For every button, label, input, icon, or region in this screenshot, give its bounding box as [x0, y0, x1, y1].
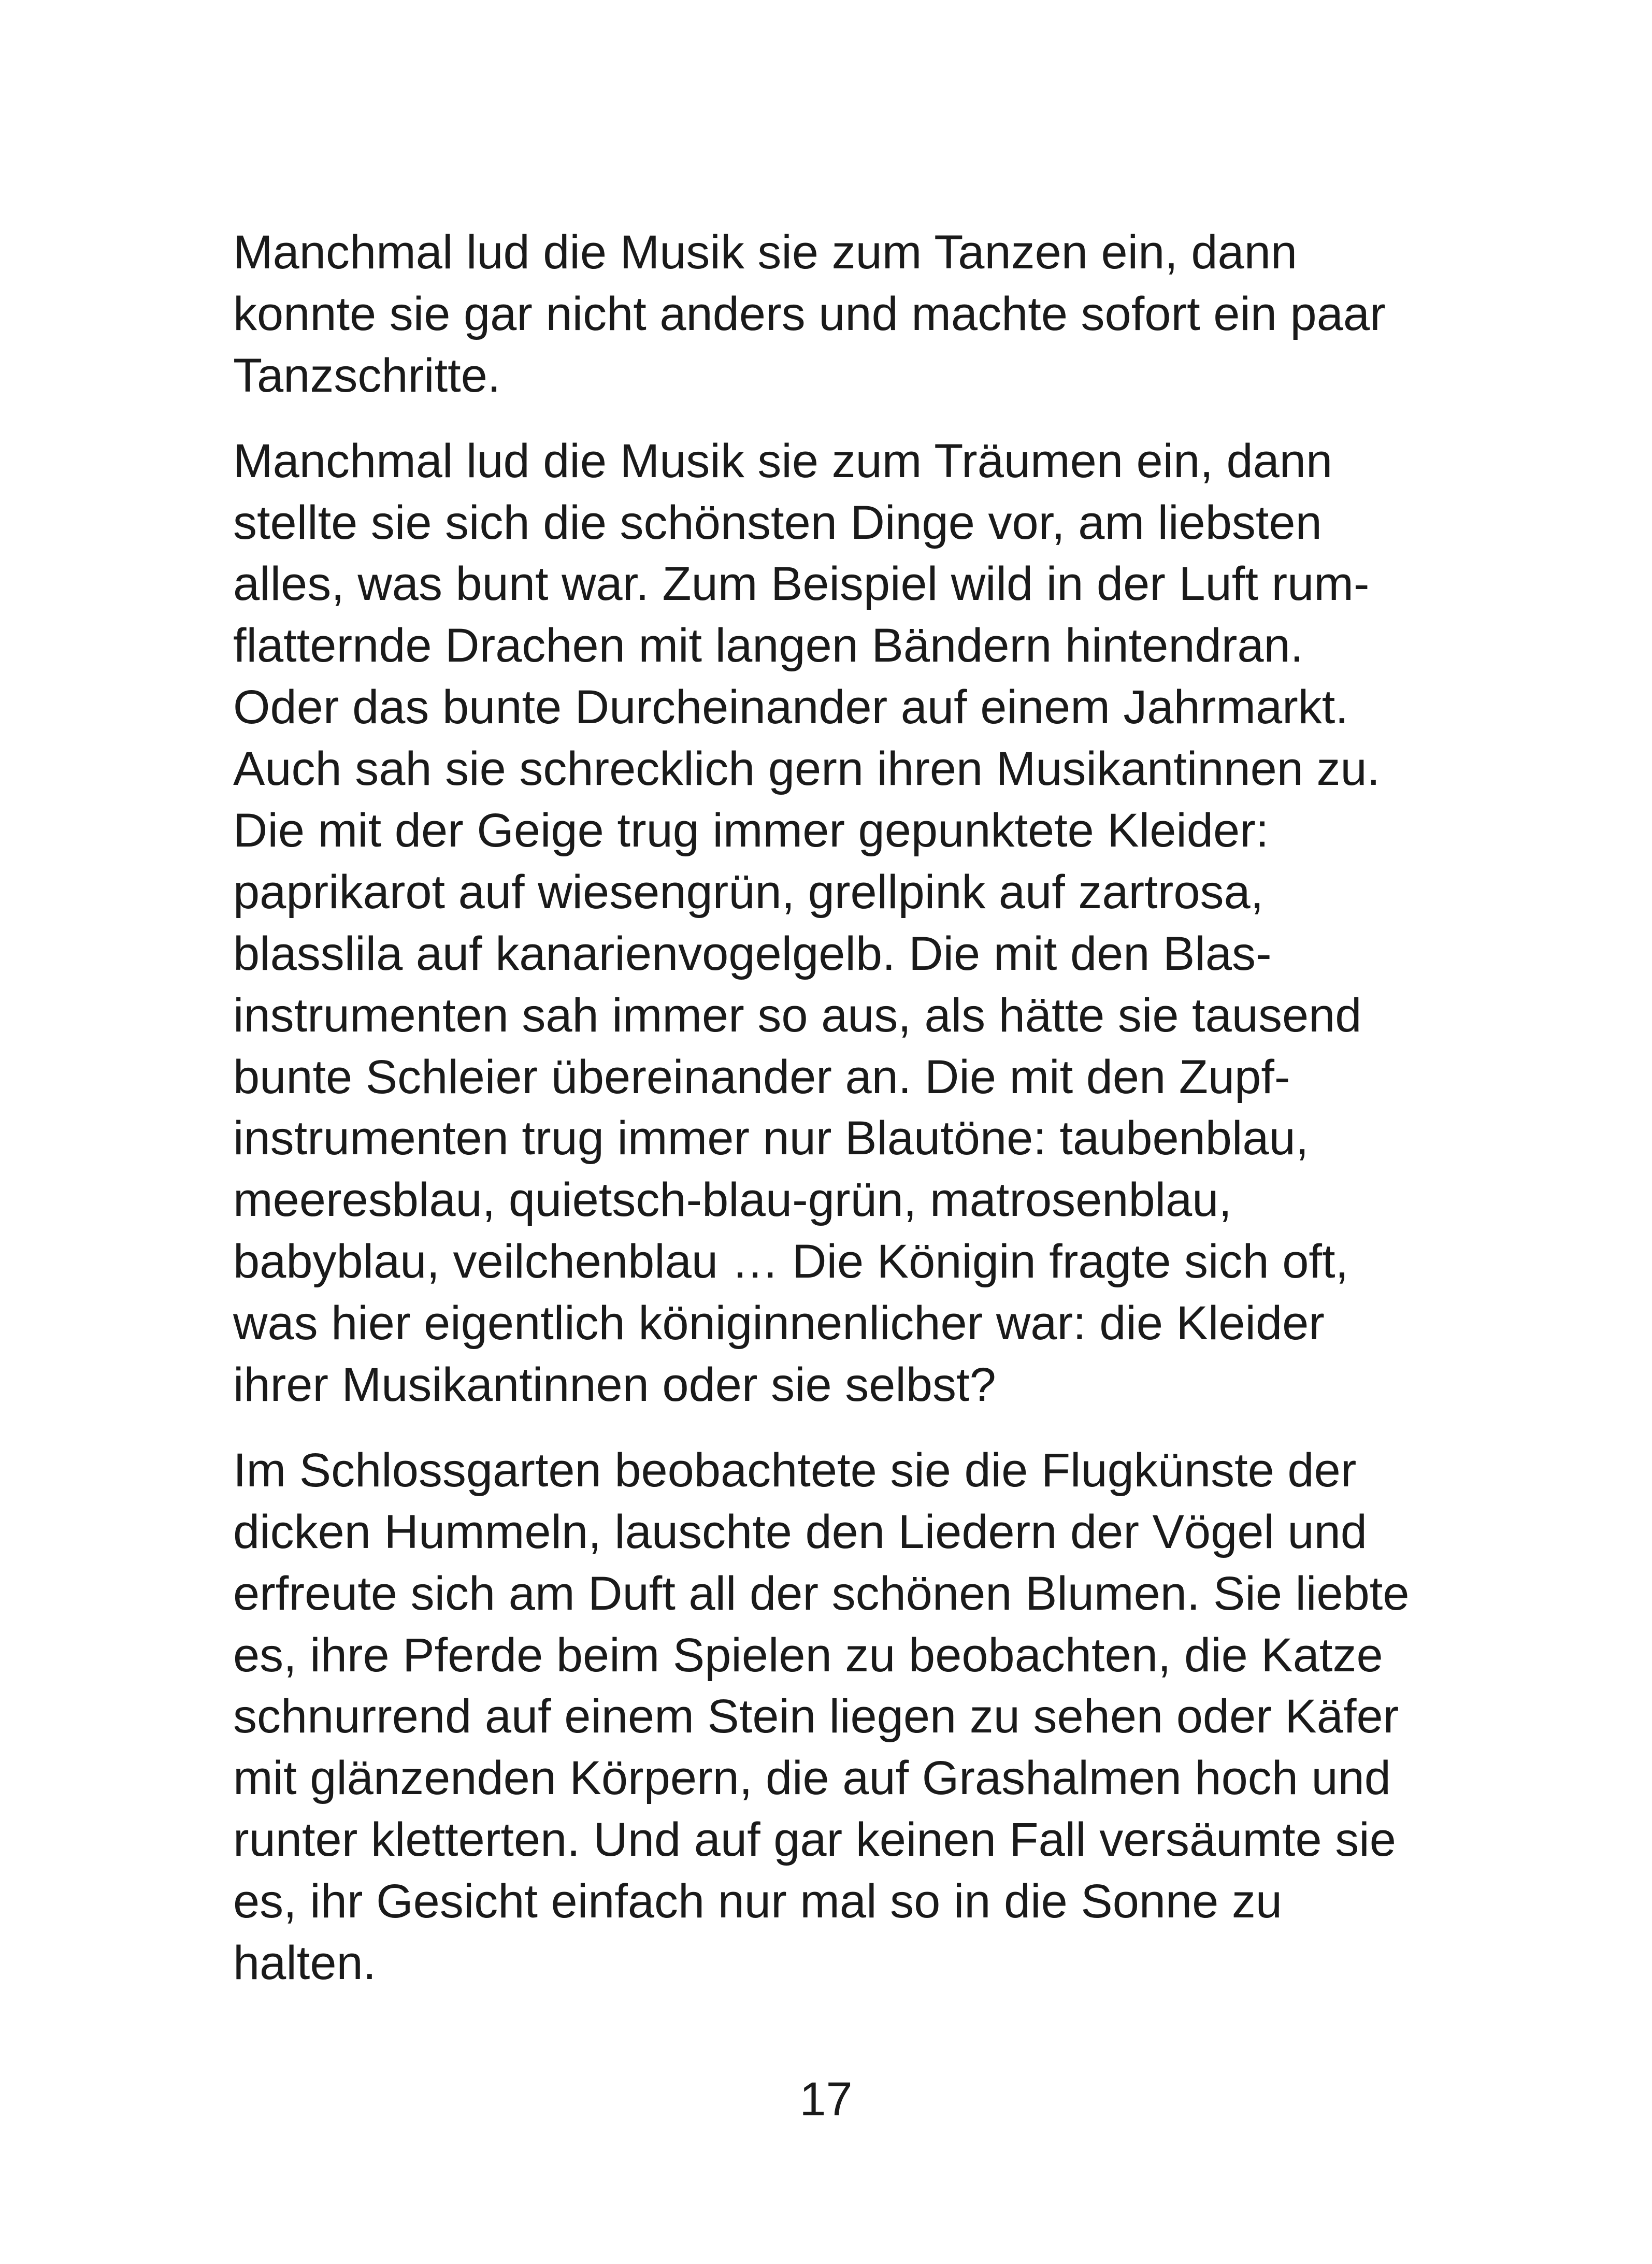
text-line: halten. [233, 1937, 377, 1990]
text-line: es, ihr Gesicht einfach nur mal so in die Sonne zu [233, 1875, 1283, 1928]
text-line: instrumenten sah immer so aus, als hätte sie tausend [233, 988, 1362, 1042]
text-line: paprikarot auf wiesengrün, grellpink auf zartrosa, [233, 865, 1264, 919]
text-line: was hier eigentlich königinnenlicher war: die Kleider [233, 1297, 1325, 1350]
text-line: blasslila auf kanarienvogelgelb. Die mit den Blas- [233, 927, 1272, 980]
paragraph [233, 1440, 1476, 1994]
text-line: babyblau, veilchenblau … Die Königin fragte sich oft, [233, 1235, 1349, 1288]
text-line: Die mit der Geige trug immer gepunktete Kleider: [233, 804, 1269, 857]
text-line: konnte sie gar nicht anders und machte sofort ein paar [233, 287, 1386, 340]
text-line: stellte sie sich die schönsten Dinge vor, am liebsten [233, 496, 1322, 549]
text-line: instrumenten trug immer nur Blautöne: taubenblau, [233, 1112, 1309, 1165]
paragraph [233, 431, 1476, 1416]
text-line: Manchmal lud die Musik sie zum Träumen ein, dann [233, 434, 1333, 488]
text-line: Oder das bunte Durcheinander auf einem Jahrmarkt. [233, 681, 1348, 734]
paragraph-gap [233, 407, 1476, 431]
text-line: meeresblau, quietsch-blau-grün, matrosenblau, [233, 1173, 1232, 1227]
text-line: Manchmal lud die Musik sie zum Tanzen ein, dann [233, 226, 1298, 279]
text-line: dicken Hummeln, lauschte den Liedern der Vögel und [233, 1505, 1367, 1558]
body-text [233, 222, 1476, 1994]
text-line: erfreute sich am Duft all der schönen Blumen. Sie liebte [233, 1567, 1410, 1620]
paragraph [233, 222, 1476, 407]
text-line: bunte Schleier übereinander an. Die mit den Zupf- [233, 1050, 1290, 1104]
text-line: flatternde Drachen mit langen Bändern hintendran. [233, 619, 1304, 672]
text-line: Tanzschritte. [233, 349, 501, 402]
text-line: Im Schlossgarten beobachtete sie die Flugkünste der [233, 1443, 1357, 1497]
text-line: es, ihre Pferde beim Spielen zu beobachten, die Katze [233, 1628, 1383, 1682]
paragraph-gap [233, 1416, 1476, 1440]
text-line: runter kletterten. Und auf gar keinen Fall versäumte sie [233, 1813, 1396, 1867]
text-line: Auch sah sie schrecklich gern ihren Musikantinnen zu. [233, 742, 1381, 796]
text-line: schnurrend auf einem Stein liegen zu sehen oder Käfer [233, 1690, 1399, 1743]
text-line: alles, was bunt war. Zum Beispiel wild in der Luft rum- [233, 557, 1370, 611]
page-number: 17 [799, 2073, 853, 2126]
text-line: mit glänzenden Körpern, die auf Grashalmen hoch und [233, 1752, 1391, 1805]
text-line: ihrer Musikantinnen oder sie selbst? [233, 1358, 996, 1412]
